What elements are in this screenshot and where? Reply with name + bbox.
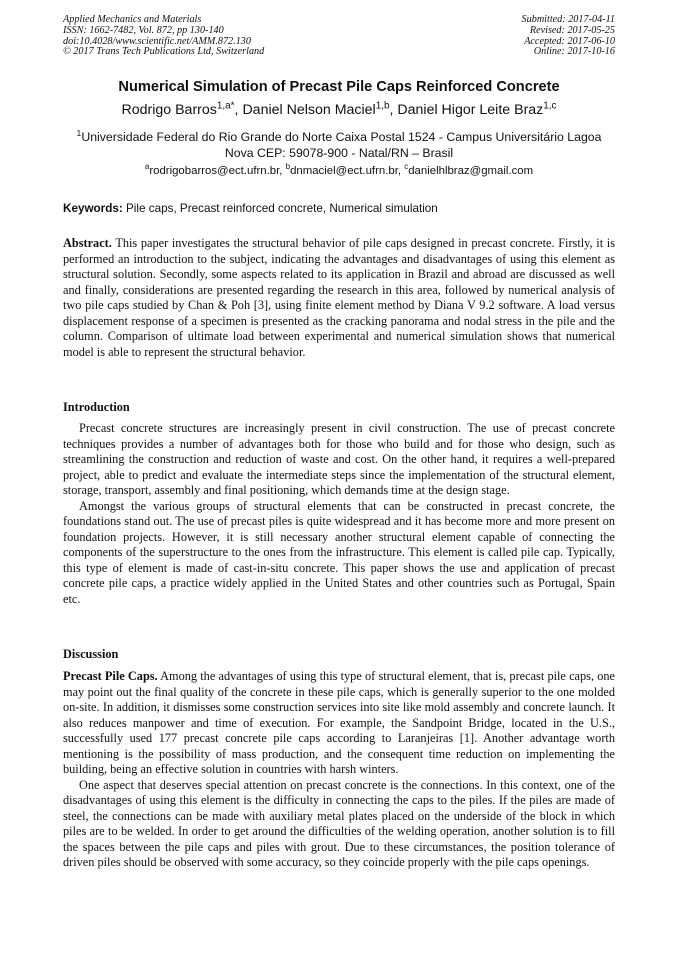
author-list: Rodrigo Barros$^{1,a*}$, Daniel Nelson Maciel$^{1,b}$, Daniel Higor Leite Braz$^{1,c}$ [121,100,557,118]
email-link[interactable]: rodrigobarros@ect.ufrn.br [149,165,280,177]
author-sup: 1,c [543,100,557,112]
paper-title: Numerical Simulation of Precast Pile Caps Reinforced Concrete [118,79,560,95]
abstract-text: This paper investigates the structural behavior of pile caps designed in precast concrete. Firstly, it is performed an introduction to the subject, indicating the advantages and disadvantages of using this element as structural solution. Secondly, some aspects related to its application in Brazil and abroad are discussed as well and finally, considerations are presented regarding the research in this area, followed by numerical analysis of two pile caps studied by Chan & Poh [3], using finite element method by Diana V 9.2 software. A load versus displacement response of a specimen is presented as the cracking panorama and nodal stress in the pile and the column. Comparison of ultimate load between experimental and numerical simulation shows that numerical model is able to represent the structural behavior. [63,236,615,359]
author-name: Daniel Higor Leite Braz [397,102,544,118]
intro-paragraph-1: Precast concrete structures are increasingly present in civil construction. The use of precast concrete techniques provides a number of advantages both for those who build and for those who design, such as streamlining the construction and reduction of waste and cost. On the other hand, it requires a well-prepared project, able to predict and evaluate the intermediate steps since the implementation of the structural element, storage, transport, assembly and final positioning, which demands time at the design stage. [63,421,615,497]
author-sup: 1,a* [216,100,235,112]
journal-name: Applied Mechanics and Materials [63,14,202,25]
date-submitted: Submitted: 2017-04-11 [521,14,615,25]
intro-paragraph-2: Amongst the various groups of structural elements that can be constructed in precast concrete, the foundations stand out. The use of precast piles is quite widespread and it has become more and more present on foundation projects. However, it is still necessary another structural element capable of connecting the components of the superstructure to the ones from the infrastructure. This element is called pile cap. Typically, this type of element is made of cast-in-situ concrete. This paper shows the use and application of precast concrete pile caps, a practice widely applied in the United States and other countries such as Portugal, Spain etc. [63,498,615,606]
keywords-label: Keywords: [63,202,123,215]
email-list: $^a$rodrigobarros@ect.ufrn.br, $^b$dnmaciel@ect.ufrn.br, $^c$danielhlbraz@gmail.com [144,162,534,177]
journal-copyright: © 2017 Trans Tech Publications Ltd, Switzerland [63,46,265,58]
author-name: Daniel Nelson Maciel [242,102,376,118]
discussion-paragraph-1 [63,669,615,778]
date-online: Online: 2017-10-16 [533,46,615,58]
affiliation-line-1: Universidade Federal do Rio Grande do Norte Caixa Postal 1524 - Campus Universitário Lagoa [81,130,602,144]
affiliation-line-2: Nova CEP: 59078-900 - Natal/RN – Brasil [224,145,454,160]
author-sup: 1,b [375,100,390,112]
discussion-lead-label: Precast Pile Caps. [63,669,158,683]
discussion-paragraph-2: One aspect that deserves special attention on precast concrete is the connections. In this context, one of the disadvantages of using this element is the difficulty in connecting the caps to the piles. If the piles are made of steel, the connections can be made with auxiliary metal plates placed on the underside of the block in which piles are to be welded. In order to get around the difficulties of the welding operation, another solution is to fill the spaces between the pile caps and piles with grout. Due to these circumstances, the position tolerance of driven piles should be observed with some accuracy, so they coincide properly with the pile caps openings. [63,777,615,869]
publication-dates [522,15,615,58]
affiliation-sup: 1 [76,127,82,138]
keywords-text: Pile caps, Precast reinforced concrete, Numerical simulation [126,202,438,215]
discussion-paragraph-1-text: Among the advantages of using this type of structural element, that is, precast pile caps, one may point out the final quality of the concrete in these pile caps, which is generally superior to the one molded on-site. In addition, it dismisses some construction services into site like mold assembly and concrete launch. It also reduces manpower and time of execution. For example, the Sandpoint Bridge, located in the U.S., successfully used 177 precast concrete pile caps according to Laranjeiras [1]. Another advantage worth mentioning is the possibility of mass production, and the consequent time reduction on implementing the building, being an effective solution in countries with harsh winters. [63,669,615,776]
email-sup: b [285,162,291,172]
abstract [63,236,615,360]
section-heading-introduction: Introduction [63,400,130,414]
journal-issn: ISSN: 1662-7482, Vol. 872, pp 130-140 [63,24,224,36]
author-name: Rodrigo Barros [121,102,217,118]
date-accepted: Accepted: 2017-06-10 [524,35,615,47]
date-revised: Revised: 2017-05-25 [529,24,615,36]
journal-info [63,15,264,58]
email-link[interactable]: dnmaciel@ect.ufrn.br [290,165,398,177]
keywords [63,202,615,215]
email-sup: c [404,162,409,172]
journal-doi: doi:10.4028/www.scientific.net/AMM.872.130 [63,35,251,47]
email-sup: a [144,162,150,172]
discussion-body [63,669,615,871]
affiliation [45,127,633,161]
introduction-body [63,421,615,607]
section-heading-discussion: Discussion [63,647,119,661]
email-link[interactable]: danielhlbraz@gmail.com [408,165,534,177]
abstract-label: Abstract. [63,236,112,250]
